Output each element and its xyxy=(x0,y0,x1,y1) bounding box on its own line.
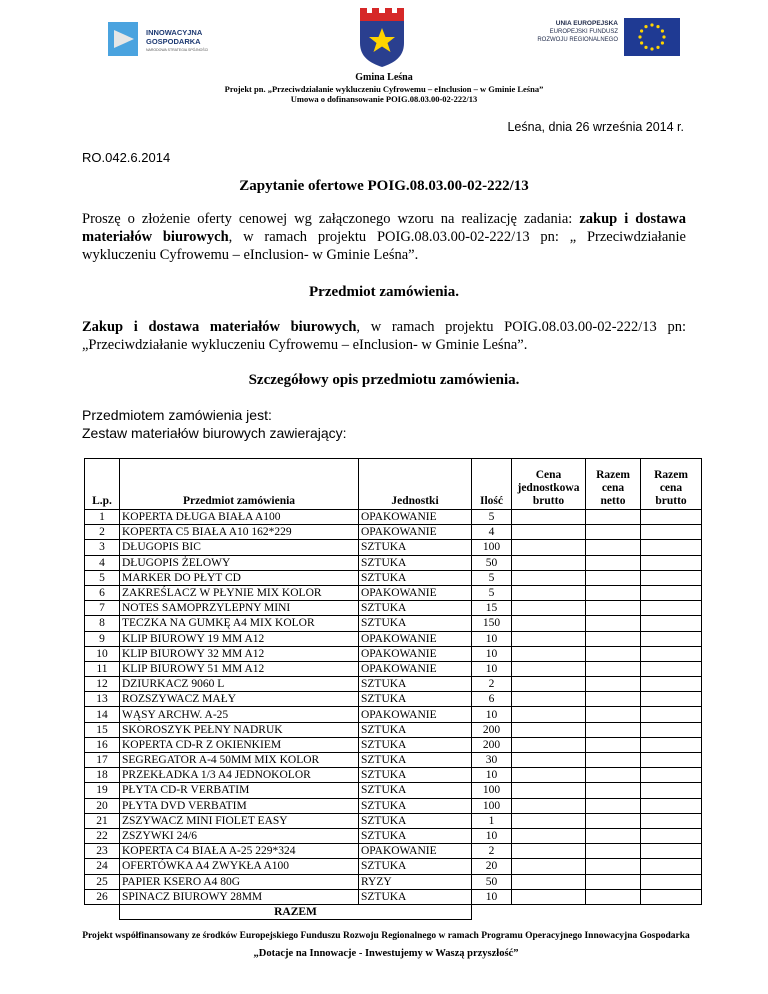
cell-gross xyxy=(641,646,702,661)
cell-gross xyxy=(641,722,702,737)
cell-unit-price xyxy=(512,616,586,631)
table-row xyxy=(85,510,702,525)
cell-net xyxy=(586,798,641,813)
document-title: Zapytanie ofertowe POIG.08.03.00-02-222/13 xyxy=(239,178,529,194)
cell-unit: SZTUKA xyxy=(359,783,472,798)
cell-net xyxy=(586,874,641,889)
eu-logo-line1: UNIA EUROPEJSKA xyxy=(555,20,618,27)
table-row xyxy=(85,616,702,631)
table-row xyxy=(85,707,702,722)
cell-lp: 18 xyxy=(85,768,120,783)
cell-unit-price xyxy=(512,661,586,676)
cell-unit: SZTUKA xyxy=(359,616,472,631)
cell-lp: 4 xyxy=(85,555,120,570)
cell-unit: SZTUKA xyxy=(359,828,472,843)
cell-unit: SZTUKA xyxy=(359,753,472,768)
cell-unit: OPAKOWANIE xyxy=(359,646,472,661)
cell-unit: OPAKOWANIE xyxy=(359,661,472,676)
cell-gross xyxy=(641,874,702,889)
cell-unit: OPAKOWANIE xyxy=(359,525,472,540)
cell-net xyxy=(586,859,641,874)
project-header xyxy=(0,84,768,104)
cell-qty: 10 xyxy=(472,646,512,661)
cell-net xyxy=(586,646,641,661)
cell-unit-price xyxy=(512,510,586,525)
cell-net xyxy=(586,555,641,570)
ig-logo-sub: NARODOWA STRATEGIA SPÓJNOŚCI xyxy=(146,48,209,52)
cell-net xyxy=(586,722,641,737)
cell-unit: SZTUKA xyxy=(359,570,472,585)
cell-unit-price xyxy=(512,585,586,600)
cell-unit-price xyxy=(512,601,586,616)
cell-unit: SZTUKA xyxy=(359,768,472,783)
table-row xyxy=(85,570,702,585)
cell-net xyxy=(586,768,641,783)
cell-net xyxy=(586,813,641,828)
cell-gross xyxy=(641,525,702,540)
cell-net xyxy=(586,661,641,676)
gmina-crest-icon xyxy=(354,6,410,68)
cell-lp: 2 xyxy=(85,525,120,540)
cell-unit: OPAKOWANIE xyxy=(359,707,472,722)
cell-unit-price xyxy=(512,768,586,783)
cell-item: DZIURKACZ 9060 L xyxy=(120,677,359,692)
cell-lp: 11 xyxy=(85,661,120,676)
table-row xyxy=(85,525,702,540)
cell-unit-price xyxy=(512,540,586,555)
cell-gross xyxy=(641,783,702,798)
cell-unit: SZTUKA xyxy=(359,798,472,813)
cell-lp: 26 xyxy=(85,889,120,904)
cell-qty: 10 xyxy=(472,661,512,676)
cell-item: TECZKA NA GUMKĘ A4 MIX KOLOR xyxy=(120,616,359,631)
cell-lp: 19 xyxy=(85,783,120,798)
cell-item: KLIP BIUROWY 51 MM A12 xyxy=(120,661,359,676)
reference-number: RO.042.6.2014 xyxy=(82,150,171,165)
table-row xyxy=(85,585,702,600)
cell-unit-price xyxy=(512,828,586,843)
cell-net xyxy=(586,677,641,692)
cell-net xyxy=(586,783,641,798)
cell-unit: SZTUKA xyxy=(359,737,472,752)
cell-qty: 2 xyxy=(472,677,512,692)
cell-item: PRZEKŁADKA 1/3 A4 JEDNOKOLOR xyxy=(120,768,359,783)
items-table xyxy=(84,458,702,920)
cell-lp: 24 xyxy=(85,859,120,874)
cell-net xyxy=(586,692,641,707)
cell-qty: 5 xyxy=(472,585,512,600)
cell-qty: 50 xyxy=(472,555,512,570)
cell-unit-price xyxy=(512,737,586,752)
details-heading: Szczegółowy opis przedmiotu zamówienia. xyxy=(248,372,520,388)
cell-unit-price xyxy=(512,798,586,813)
cell-qty: 10 xyxy=(472,707,512,722)
cell-unit-price xyxy=(512,692,586,707)
table-row xyxy=(85,753,702,768)
cell-lp: 5 xyxy=(85,570,120,585)
col-unit-header: Jednostki xyxy=(359,459,472,510)
table-row xyxy=(85,768,702,783)
cell-item: KLIP BIUROWY 19 MM A12 xyxy=(120,631,359,646)
cell-lp: 15 xyxy=(85,722,120,737)
table-row xyxy=(85,813,702,828)
project-line: Projekt pn. „Przeciwdziałanie wykluczeniu Cyfrowemu – eInclusion – w Gminie Leśna” xyxy=(224,84,544,94)
cell-item: KOPERTA CD-R Z OKIENKIEM xyxy=(120,737,359,752)
cell-unit-price xyxy=(512,813,586,828)
cell-gross xyxy=(641,555,702,570)
cell-gross xyxy=(641,768,702,783)
cell-net xyxy=(586,540,641,555)
cell-item: MARKER DO PŁYT CD xyxy=(120,570,359,585)
cell-gross xyxy=(641,707,702,722)
table-row xyxy=(85,828,702,843)
agreement-line: Umowa o dofinansowanie POIG.08.03.00-02-222/13 xyxy=(290,94,478,104)
cell-net xyxy=(586,737,641,752)
cell-qty: 6 xyxy=(472,692,512,707)
cell-gross xyxy=(641,510,702,525)
table-row xyxy=(85,540,702,555)
cell-net xyxy=(586,510,641,525)
cell-item: PŁYTA DVD VERBATIM xyxy=(120,798,359,813)
intro-text: Przedmiotem zamówienia jest: Zestaw materiałów biurowych zawierający: xyxy=(82,407,347,441)
cell-lp: 1 xyxy=(85,510,120,525)
cell-gross xyxy=(641,540,702,555)
cell-gross xyxy=(641,737,702,752)
cell-unit: OPAKOWANIE xyxy=(359,585,472,600)
table-row xyxy=(85,722,702,737)
cell-gross xyxy=(641,859,702,874)
table-row xyxy=(85,889,702,904)
cell-item: PAPIER KSERO A4 80G xyxy=(120,874,359,889)
cell-unit: SZTUKA xyxy=(359,722,472,737)
cell-unit: SZTUKA xyxy=(359,540,472,555)
cell-unit-price xyxy=(512,844,586,859)
cell-net xyxy=(586,525,641,540)
table-row xyxy=(85,844,702,859)
table-row xyxy=(85,874,702,889)
subject-bold: Zakup i dostawa materiałów biurowych xyxy=(82,319,357,335)
footer-motto: „Dotacje na Innowacje - Inwestujemy w Waszą przyszłość” xyxy=(253,948,519,959)
cell-item: WĄSY ARCHW. A-25 xyxy=(120,707,359,722)
table-row xyxy=(85,601,702,616)
cell-qty: 20 xyxy=(472,859,512,874)
cell-item: NOTES SAMOPRZYLEPNY MINI xyxy=(120,601,359,616)
cell-qty: 100 xyxy=(472,540,512,555)
cell-item: KLIP BIUROWY 32 MM A12 xyxy=(120,646,359,661)
cell-unit-price xyxy=(512,677,586,692)
total-label: RAZEM xyxy=(120,904,472,919)
cell-gross xyxy=(641,798,702,813)
cell-gross xyxy=(641,692,702,707)
cell-unit-price xyxy=(512,783,586,798)
cell-item: SKOROSZYK PEŁNY NADRUK xyxy=(120,722,359,737)
cell-item: KOPERTA C4 BIAŁA A-25 229*324 xyxy=(120,844,359,859)
cell-net xyxy=(586,616,641,631)
col-lp-header: L.p. xyxy=(85,459,120,510)
cell-lp: 3 xyxy=(85,540,120,555)
cell-item: SPINACZ BIUROWY 28MM xyxy=(120,889,359,904)
cell-qty: 30 xyxy=(472,753,512,768)
ig-logo-line1: INNOWACYJNA xyxy=(146,28,203,37)
cell-lp: 8 xyxy=(85,616,120,631)
innowacyjna-gospodarka-logo xyxy=(86,12,230,64)
cell-item: DŁUGOPIS BIC xyxy=(120,540,359,555)
cell-gross xyxy=(641,585,702,600)
cell-qty: 4 xyxy=(472,525,512,540)
cell-unit-price xyxy=(512,525,586,540)
table-row xyxy=(85,798,702,813)
cell-lp: 12 xyxy=(85,677,120,692)
table-row xyxy=(85,631,702,646)
cell-lp: 25 xyxy=(85,874,120,889)
cell-unit: SZTUKA xyxy=(359,601,472,616)
table-row xyxy=(85,737,702,752)
cell-item: OFERTÓWKA A4 ZWYKŁA A100 xyxy=(120,859,359,874)
gmina-name: Gmina Leśna xyxy=(355,72,413,83)
cell-unit: SZTUKA xyxy=(359,677,472,692)
cell-unit: SZTUKA xyxy=(359,859,472,874)
cell-item: KOPERTA DŁUGA BIAŁA A100 xyxy=(120,510,359,525)
cell-qty: 150 xyxy=(472,616,512,631)
cell-lp: 17 xyxy=(85,753,120,768)
cell-unit: RYZY xyxy=(359,874,472,889)
cell-gross xyxy=(641,601,702,616)
cell-qty: 2 xyxy=(472,844,512,859)
cell-unit: OPAKOWANIE xyxy=(359,844,472,859)
cell-qty: 10 xyxy=(472,889,512,904)
cell-lp: 21 xyxy=(85,813,120,828)
col-qty-header: Ilość xyxy=(472,459,512,510)
table-header-row xyxy=(85,459,702,510)
document-date: Leśna, dnia 26 września 2014 r. xyxy=(507,120,684,134)
cell-lp: 6 xyxy=(85,585,120,600)
table-row xyxy=(85,677,702,692)
cell-item: KOPERTA C5 BIAŁA A10 162*229 xyxy=(120,525,359,540)
cell-gross xyxy=(641,677,702,692)
table-row xyxy=(85,692,702,707)
cell-unit-price xyxy=(512,753,586,768)
cell-lp: 7 xyxy=(85,601,120,616)
cell-lp: 13 xyxy=(85,692,120,707)
cell-item: DŁUGOPIS ŻELOWY xyxy=(120,555,359,570)
cell-unit-price xyxy=(512,631,586,646)
cell-net xyxy=(586,631,641,646)
cell-net xyxy=(586,707,641,722)
cell-qty: 15 xyxy=(472,601,512,616)
subject-heading: Przedmiot zamówienia. xyxy=(309,284,459,300)
cell-qty: 10 xyxy=(472,768,512,783)
cell-lp: 9 xyxy=(85,631,120,646)
cell-qty: 5 xyxy=(472,510,512,525)
cell-lp: 10 xyxy=(85,646,120,661)
ig-logo-arrow-icon xyxy=(114,30,134,48)
ig-logo-line2: GOSPODARKA xyxy=(146,37,201,46)
cell-unit-price xyxy=(512,722,586,737)
cell-lp: 23 xyxy=(85,844,120,859)
eu-logo-line3: ROZWOJU REGIONALNEGO xyxy=(537,37,618,43)
cell-gross xyxy=(641,616,702,631)
cell-net xyxy=(586,570,641,585)
table-row xyxy=(85,783,702,798)
cell-qty: 100 xyxy=(472,783,512,798)
cell-qty: 10 xyxy=(472,828,512,843)
cell-qty: 10 xyxy=(472,631,512,646)
cell-lp: 16 xyxy=(85,737,120,752)
cell-item: ZAKREŚLACZ W PŁYNIE MIX KOLOR xyxy=(120,585,359,600)
cell-unit: SZTUKA xyxy=(359,555,472,570)
cell-unit: SZTUKA xyxy=(359,692,472,707)
table-row xyxy=(85,661,702,676)
cell-item: ZSZYWACZ MINI FIOLET EASY xyxy=(120,813,359,828)
col-item-header: Przedmiot zamówienia xyxy=(120,459,359,510)
cell-gross xyxy=(641,813,702,828)
cell-unit: SZTUKA xyxy=(359,889,472,904)
cell-gross xyxy=(641,889,702,904)
cell-unit: OPAKOWANIE xyxy=(359,631,472,646)
cell-item: PŁYTA CD-R VERBATIM xyxy=(120,783,359,798)
cell-net xyxy=(586,844,641,859)
cell-qty: 5 xyxy=(472,570,512,585)
cell-lp: 22 xyxy=(85,828,120,843)
subject-paragraph: Zakup i dostawa materiałów biurowych, w ramach projektu POIG.08.03.00-02-222/13 pn: „Przeciwdziałanie wykluczeniu Cyfrowemu – eInclusion- w Gminie Leśna”. xyxy=(82,319,686,353)
cell-unit-price xyxy=(512,570,586,585)
cell-unit-price xyxy=(512,859,586,874)
cell-qty: 100 xyxy=(472,798,512,813)
table-row xyxy=(85,555,702,570)
cell-unit: SZTUKA xyxy=(359,813,472,828)
eu-flag-icon xyxy=(624,18,680,56)
col-gross-header: Razem cena brutto xyxy=(641,459,702,510)
cell-gross xyxy=(641,661,702,676)
cell-item: SEGREGATOR A-4 50MM MIX KOLOR xyxy=(120,753,359,768)
task-name: zakup i dostawa materiałów biurowych xyxy=(82,211,686,245)
footer xyxy=(82,930,690,960)
cell-gross xyxy=(641,631,702,646)
cell-lp: 14 xyxy=(85,707,120,722)
eu-logo xyxy=(514,14,678,60)
cell-net xyxy=(586,889,641,904)
cell-qty: 1 xyxy=(472,813,512,828)
cell-unit: OPAKOWANIE xyxy=(359,510,472,525)
cell-qty: 200 xyxy=(472,737,512,752)
cell-qty: 200 xyxy=(472,722,512,737)
cell-gross xyxy=(641,828,702,843)
table-row xyxy=(85,859,702,874)
eu-logo-line2: EUROPEJSKI FUNDUSZ xyxy=(549,29,618,35)
cell-unit-price xyxy=(512,707,586,722)
cell-net xyxy=(586,753,641,768)
col-net-header: Razem cena netto xyxy=(586,459,641,510)
cell-gross xyxy=(641,570,702,585)
cell-net xyxy=(586,828,641,843)
cell-item: ROZSZYWACZ MAŁY xyxy=(120,692,359,707)
cell-gross xyxy=(641,844,702,859)
request-paragraph: Proszę o złożenie oferty cenowej wg załączonego wzoru na realizację zadania: zakup i dostawa materiałów biurowych, w ramach projektu POIG.08.03.00-02-222/13 pn: „ Przeciwdziałanie wykluczeniu Cyfrowemu – eInclusion- w Gminie Leśna”. xyxy=(82,211,686,263)
cell-unit-price xyxy=(512,889,586,904)
cell-item: ZSZYWKI 24/6 xyxy=(120,828,359,843)
cell-qty: 50 xyxy=(472,874,512,889)
cell-unit-price xyxy=(512,555,586,570)
cell-unit-price xyxy=(512,874,586,889)
footer-funding: Projekt współfinansowany ze środków Europejskiego Funduszu Rozwoju Regionalnego w ramach Programu Operacyjnego Innowacyjna Gospodarka xyxy=(82,931,690,941)
cell-net xyxy=(586,601,641,616)
col-unit-price-header: Cena jednostkowa brutto xyxy=(512,459,586,510)
cell-gross xyxy=(641,753,702,768)
cell-net xyxy=(586,585,641,600)
cell-unit-price xyxy=(512,646,586,661)
table-row xyxy=(85,646,702,661)
total-row xyxy=(85,904,702,919)
cell-lp: 20 xyxy=(85,798,120,813)
